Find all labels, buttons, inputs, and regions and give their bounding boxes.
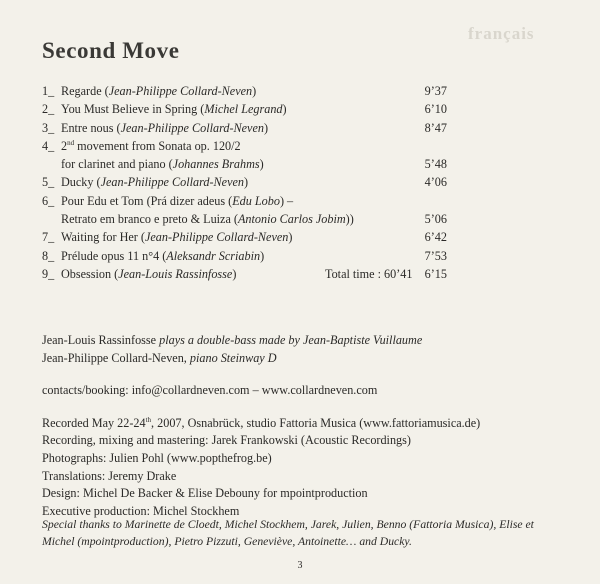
composer: Jean-Philippe Collard-Neven [120,120,264,135]
track-item: 8_ Prélude opus 11 n°4 (Aleksandr Scriabin) 7’53 [42,247,440,265]
production-credits: Recorded May 22-24th, 2007, Osnabrück, studio Fattoria Musica (www.fattoriamusica.de) Recording, mixing and mastering: Jarek Frankowski (Acoustic Recordings) Photographs: Julien Pohl (www.popthefrog.be) Translations: Jeremy Drake Design: Michel De Backer & Elise Debouny for mpointproduction Executive production: Michel Stockhem [42,415,562,521]
composer: Jean-Philippe Collard-Neven [108,84,253,98]
track-item: 3_ Entre nous (Jean-Philippe Collard-Neven) 8’47 [42,119,440,137]
credit-line: Photographs: Julien Pohl (www.popthefrog.be) [42,450,272,465]
track-duration: 6’10 [424,102,447,117]
track-number: 7_ [42,230,55,245]
track-duration: 6’42 [424,230,447,245]
track-item: 1_ Regarde (Jean-Philippe Collard-Neven) 9’37 [42,82,440,100]
composer: Jean-Philippe Collard-Neven [100,175,244,190]
track-number: 8_ [42,248,55,263]
composer: Antonio Carlos Jobim [237,212,346,227]
bleed-through-heading: français [468,24,535,43]
track-item: 7_ Waiting for Her (Jean-Philippe Collard-Neven) 6’42 [42,228,440,246]
credits-section [42,332,562,535]
track-duration: 5’48 [424,157,447,172]
credit-line: Recording, mixing and mastering: Jarek Frankowski (Acoustic Recordings) [42,433,411,448]
page-number: 3 [297,560,303,571]
track-item: 9_ Obsession (Jean-Louis Rassinfosse) 6’15 [42,265,440,283]
musicians-block: Jean-Louis Rassinfosse plays a double-bass made by Jean-Baptiste Vuillaume Jean-Philippe Collard-Neven, piano Steinway D [42,333,423,365]
track-duration: 7’53 [424,248,447,263]
track-duration: 6’15 [424,266,447,281]
contact-line: contacts/booking: info@collardneven.com – www.collardneven.com [42,383,378,398]
credit-line: Translations: Jeremy Drake [42,468,177,483]
credit-line: Executive production: Michel Stockhem [42,503,240,518]
total-time: Total time : 60’41 [325,267,413,281]
special-thanks: Special thanks to Marinette de Cloedt, Michel Stockhem, Jarek, Julien, Benno (Fattoria Musica), Elise et Michel (mpointproduction), Pietro Pizzuti, Geneviève, Antoinette… and Ducky. [42,518,534,548]
composer: Edu Lobo [232,193,280,208]
track-number: 3_ [42,120,55,135]
track-list [42,82,447,283]
credit-line: Design: Michel De Backer & Elise Debouny for mpointproduction [42,486,368,501]
track-number: 1_ [42,84,55,98]
track-item: 2_ You Must Believe in Spring (Michel Legrand) 6’10 [42,100,440,118]
track-number: 2_ [42,102,55,117]
track-item: 4_ 2nd movement from Sonata op. 120/2 for clarinet and piano (Johannes Brahms) 5’48 [42,137,440,174]
track-duration: 9’37 [424,84,447,98]
composer: Johannes Brahms [172,157,260,172]
composer: Aleksandr Scriabin [166,248,261,263]
track-duration: 8’47 [424,120,447,135]
track-number: 5_ [42,175,55,190]
track-number: 4_ [42,138,55,153]
composer: Jean-Louis Rassinfosse [118,266,233,281]
track-item: 5_ Ducky (Jean-Philippe Collard-Neven) 4’06 [42,173,440,191]
page-title: Second Move [42,38,180,63]
composer: Michel Legrand [204,102,283,117]
track-number: 6_ [42,193,55,208]
track-duration: 4’06 [424,175,447,190]
track-number: 9_ [42,266,55,281]
track-duration: 5’06 [424,212,447,227]
track-item: 6_ Pour Edu et Tom (Prá dizer adeus (Edu Lobo) – Retrato em branco e preto & Luiza (Antonio Carlos Jobim)) 5’06 [42,192,440,229]
composer: Jean-Philippe Collard-Neven [144,230,289,245]
